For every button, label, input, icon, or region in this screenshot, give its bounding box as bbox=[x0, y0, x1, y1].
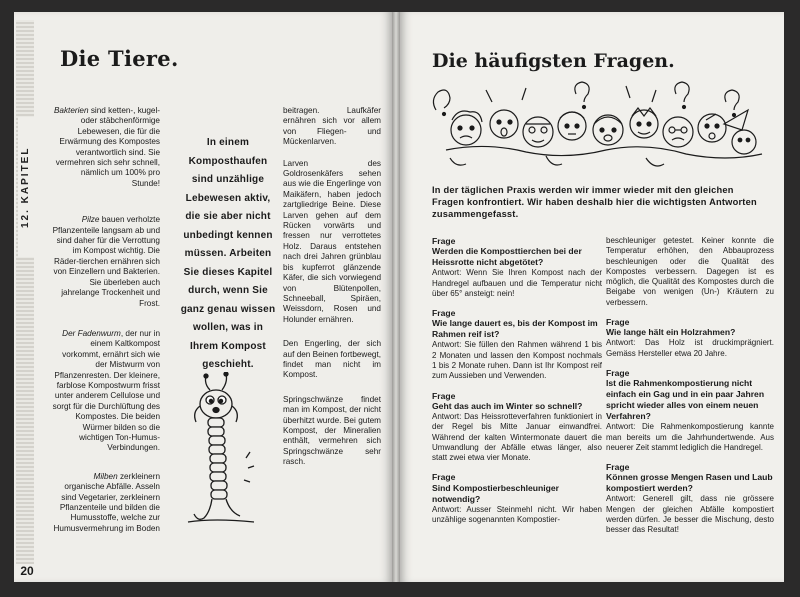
faq-answer: Antwort: Das Heissrotteverfahren funktioniert in der Regel bis Mitte Januar einwandfrei. Während der kalten Wintermonate dauert die Umwandlung der Abfälle etwas länger, also statt zwei etwa vier Monate. bbox=[432, 411, 602, 463]
questioning-crowd-illustration-icon bbox=[426, 80, 766, 172]
paragraph-lead: Milben bbox=[93, 471, 118, 481]
faq-item bbox=[432, 472, 602, 525]
faq-answer: Antwort: Wenn Sie Ihren Kompost nach der Handregel aufbauen und die Temperatur nicht über 65° ansteigt: nein! bbox=[432, 268, 602, 298]
faq-answer: Antwort: Die Rahmenkompostierung kannte man bereits um die Jahrhundertwende. Aus neuerer Zeit stammt lediglich die Handregel. bbox=[606, 422, 774, 452]
faq-intro: In der täglichen Praxis werden wir immer wieder mit den gleichen Fragen konfrontiert. Wir haben deshalb hier die wichtigsten Antworten zusammengefasst. bbox=[432, 185, 757, 219]
worm-illustration-icon bbox=[184, 372, 274, 532]
paragraph bbox=[52, 472, 160, 534]
faq-answer: Antwort: Das Holz ist druckimprägniert. Gemäss Hersteller etwa 20 Jahre. bbox=[606, 338, 774, 358]
paragraph-text: , der nur in einem Kaltkompost vorkommt, ernährt sich wie der Mistwurm von Pflanzenresten. Der kleinere, farblose Kompostwurm frisst unter anderem Cellulose und sorgt für die Durchlüftung des Kompostes. Die beiden Würmer bilden so die wichtigen Ton-Humus-Verbindungen. bbox=[52, 328, 160, 453]
page-title-left: Die Tiere. bbox=[60, 46, 179, 71]
faq-label: Frage bbox=[432, 308, 456, 319]
faq-column-2 bbox=[606, 236, 774, 545]
faq-label: Frage bbox=[606, 367, 630, 378]
faq-answer: beschleuniger getestet. Keiner konnte die Temperatur erhöhen, den Abbauprozess beschleunigen oder die Qualität des Kompostes verbessern. Dagegen ist es möglich, die Qualität des Kompostes durch die Beigabe von wenigen (Un-) Kräutern zu verbessern. bbox=[606, 236, 774, 307]
faq-label: Frage bbox=[606, 462, 630, 473]
faq-answer: Antwort: Ausser Steinmehl nicht. Wir haben unzählige sogenannten Kompostier- bbox=[432, 504, 602, 525]
faq-label: Frage bbox=[432, 236, 456, 246]
faq-question: Können grosse Mengen Rasen und Laub kompostiert werden? bbox=[606, 472, 773, 494]
faq-question: Wie lange hält ein Holzrahmen? bbox=[606, 327, 736, 338]
paragraph-lead: Pilze bbox=[81, 215, 100, 225]
page-number: 20 bbox=[16, 564, 38, 578]
faq-item bbox=[432, 391, 602, 464]
faq-column-1 bbox=[432, 236, 602, 534]
faq-answer: Antwort: Sie füllen den Rahmen während 1 bis 2 Monaten und lassen den Kompost nochmals 1 bis 2 Monate ruhen. Dann ist Ihr Kompost reif zum Aussieben und Verwenden. bbox=[432, 340, 602, 381]
paragraph: beitragen. Laufkäfer ernähren sich vor allem von Fliegen- und Mückenlarven. bbox=[283, 106, 381, 147]
text-column-3 bbox=[283, 106, 381, 479]
paragraph-lead: Bakterien bbox=[53, 106, 89, 115]
paragraph-text: bauen verholzte Pflanzenteile langsam ab und sind daher für die Verrottung im Kompost wichtig. Die Räder-tierchen ernähren sich von Einzellern und Bakterien. Sie überleben auch jahrelange Trockenheit und Frost. bbox=[52, 215, 160, 308]
paragraph-lead: Der Fadenwurm bbox=[62, 328, 121, 338]
paragraph: Springschwänze findet man im Kompost, der nicht überhitzt wurde. Bei gutem Kompost, der Mineralien enthält, vermehren sich Springschwänze sehr rasch. bbox=[283, 394, 381, 467]
paragraph bbox=[52, 106, 160, 189]
faq-item bbox=[606, 462, 774, 535]
faq-question: Sind Kompostierbeschleuniger notwendig? bbox=[432, 482, 560, 504]
faq-item bbox=[432, 308, 602, 381]
paragraph: Den Engerling, der sich auf den Beinen fortbewegt, findet man nicht im Kompost. bbox=[283, 339, 381, 380]
faq-item bbox=[606, 368, 774, 453]
faq-answer: Antwort: Generell gilt, dass nie grössere Mengen der gleichen Abfälle kompostiert werden dürfen. Je besser die Mischung, desto besser das Resultat! bbox=[606, 494, 774, 535]
paragraph bbox=[52, 329, 160, 454]
paragraph bbox=[52, 215, 160, 309]
chapter-label: 12. KAPITEL bbox=[18, 117, 34, 257]
faq-label: Frage bbox=[432, 390, 456, 401]
page-title-right: Die häufigsten Fragen. bbox=[432, 50, 675, 72]
faq-question: Ist die Rahmenkompostierung nicht einfach ein Gag und in ein paar Jahren spricht wieder alles von einem neuen Verfahren? bbox=[606, 378, 765, 422]
paragraph-text: zerkleinern organische Abfälle. Asseln sind Vegetarier, zerkleinern Pflanzenteile und bilden die Humusstoffe, welche zur Humusvermehrung im Boden bbox=[53, 471, 160, 533]
strip-texture bbox=[16, 20, 34, 572]
faq-label: Frage bbox=[606, 317, 630, 328]
paragraph: Larven des Goldrosenkäfers sehen aus wie die Engerlinge von Maikäfern, haben jedoch zartgliedrige Beine. Diese Larven gehen auf dem Rücken vorwärts und fressen nur verrottetes Holz. Daraus entstehen nach drei Jahren grünblau bis kupferrot glänzende Käfer, die sich vorwiegend von Blütenpollen, Schneeball, Spiräen, Weissdorn, Rosen und Holunder ernähren. bbox=[283, 158, 381, 324]
callout-text: In einem Komposthaufen sind unzählige Lebewesen aktiv, die sie aber nicht unbedingt kennen müssen. Arbeiten Sie dieses Kapitel durch, wenn Sie ganz genau wissen wollen, was in Ihrem Kompost geschieht. bbox=[180, 137, 276, 370]
faq-label: Frage bbox=[432, 472, 456, 483]
paragraph-text: sind ketten-, kugel- oder stäbchenförmige Lebewesen, die für die Erwärmung des Kompostes verantwortlich sind. Sie vermehren sich sehr schnell, nämlich um 100% pro Stunde! bbox=[55, 106, 160, 188]
text-column-1 bbox=[52, 106, 160, 545]
faq-question: Geht das auch im Winter so schnell? bbox=[432, 400, 583, 411]
faq-item bbox=[606, 317, 774, 359]
faq-item bbox=[606, 236, 774, 308]
chapter-strip bbox=[14, 12, 38, 582]
book-spine bbox=[392, 12, 400, 582]
faq-item bbox=[432, 236, 602, 299]
faq-question: Wie lange dauert es, bis der Kompost im Rahmen reif ist? bbox=[432, 318, 598, 340]
faq-question: Werden die Komposttierchen bei der Heissrotte nicht abgetötet? bbox=[432, 246, 582, 268]
